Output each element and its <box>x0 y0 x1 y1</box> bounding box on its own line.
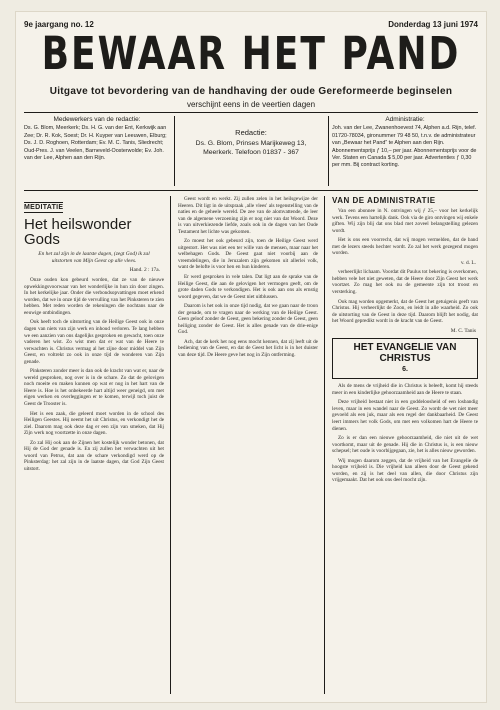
paragraph: Als de mens de vrijheid die in Christus is beleeft, komt hij steeds meer in een kinderlijke gehoorzaamheid aan de Heere te staan. <box>332 383 478 396</box>
paragraph: Zo moest het ook gebeurd zijn, toen de Heilige Geest werd uitgestort. Het was niet een ter wille van de mensen, maar naar het welbehagen Gods. De Geest gaat niet voorbij aan de vreemdelingen, die in Jeruzalem zijn gekomen uit allerlei volk, want de belofte is voor hen en hun kinderen. <box>178 238 318 271</box>
column-separator-1 <box>170 196 171 694</box>
evangelie-title: HET EVANGELIE VAN CHRISTUS <box>353 342 457 365</box>
redactie-address: Meerkerk. Telefoon 01837 - 367 <box>203 149 299 156</box>
paragraph: Het is ons een voorrecht, dat wij mogen vermelden, dat de band met de lezers steeds hechter wordt. Zo zal het werk gezegend mogen worden. <box>332 237 478 257</box>
column-meditatie <box>24 196 164 694</box>
paragraph: Pinksteren zonder meer is dan ook de kracht van wat er, naar de wereld gesproken, nog over is in de schare. Zo dat de gelovigen noch moeite en maken kunnen op wat er nog in het hart van de Heere is. Hoe is het onbekeerde hart altijd weer geneigd, om met eigen werken en overleggingen er te komen, terwijl toch juist de Geest de Trooster is. <box>24 368 164 407</box>
newspaper-page <box>16 12 486 702</box>
paragraph: Ook mag worden opgemerkt, dat de Geest het getuigenis geeft van Christus. Hij verheerlijkt de Zoon, en leidt in alle waarheid. Zo ook de uitstorting van de Geest in deze tijd. Daarom blijft het nodig, dat het Woord gepredikt wordt in de kracht van de Geest. <box>332 298 478 325</box>
medewerkers-text: Ds. G. Blom, Meerkerk; Ds. H. G. van der Ent, Kerkwijk aan Zee; Dr. R. Kok, Soest; Dr. H. Kuyper van Leeuwen, Elburg; Ds. J. D. Roghoen, Rotterdam; Ev. M. C. Tanis, Sliedrecht; Oud-Pres. J. van Veelen, Barneveld-Oosterwolde; Ev. Joh. van der Lee, Alphen aan den Rijn. <box>24 125 167 162</box>
paragraph: Van een abonnee in N. ontvingen wij ƒ 25,– voor het kerkelijk werk. Tevens een hartelijk dank. Ook via de giro ontvingen wij enkele giften. Wij zijn blij dat ons blad met zoveel belangstelling gelezen wordt. <box>332 208 478 234</box>
continued-body <box>178 196 318 359</box>
medewerkers-heading: Medewerkers van de redactie: <box>53 116 141 123</box>
issue-number: 9e jaargang no. 12 <box>24 19 94 29</box>
continued-text <box>332 269 478 324</box>
article-title: Het heilswonder Gods <box>24 216 132 248</box>
paragraph: Er werd gesproken in vele talen. Dat ligt aan de sprake van de Heilige Geest, die aan de gelovigen het vermogen geeft, om de grote daden Gods te verkondigen. Het is ook aan ons als ernstig woord gegeven, dat we de Geest niet uitblussen. <box>178 274 318 300</box>
evangelie-body <box>332 383 478 484</box>
medewerkers-box <box>24 116 170 186</box>
column-continued <box>178 196 318 694</box>
administratie-section-heading: VAN DE ADMINISTRATIE <box>332 196 436 205</box>
column-separator-2 <box>324 196 325 694</box>
paragraph: Wij mogen daarom zeggen, dat de vrijheid van het Evangelie de hoogste vrijheid is. Die vrijheid kan alleen door de Geest gekend worden, en zij is het deel van allen, die door Christus zijn vrijgemaakt. Dat het ook ons deel mocht zijn. <box>332 457 478 484</box>
bible-verse: En het zal zijn in de laatste dagen, (zegt God) ik zal uitstorten van Mijn Geest op alle vlees. <box>38 251 150 264</box>
column-administratie <box>332 196 478 694</box>
header-rule <box>24 112 478 113</box>
evangelie-number: 6. <box>402 366 408 374</box>
author-signature: M. C. Tanis <box>450 327 476 334</box>
frequency-line: verschijnt eens in de veertien dagen <box>186 100 316 109</box>
administratie-signature: v. d. L. <box>460 259 476 266</box>
section-label: MEDITATIE <box>24 204 64 211</box>
paragraph: Geest wordt en werkt. Zij zullen zelen in het heilsgewijze der Heeren. Dit ligt in de uitspraak ‚alle vlees' als tegenstelling van de naties en de geheele wereld. De zee van de alomvattende, de leer van de algemene verzoening zijn er nog niet van dat Woord. Deze is van uitverkiezende liefde, zoals ook in de dagen van het Oude Testament het lichte was gekomen. <box>178 196 318 235</box>
subtitle: Uitgave tot bevordering van de handhaving der oude Gereformeerde beginselen <box>49 86 453 97</box>
info-rule <box>24 190 478 191</box>
info-separator-1 <box>174 116 175 186</box>
administratie-notes <box>332 208 478 257</box>
issue-date: Donderdag 13 juni 1974 <box>388 19 478 29</box>
paragraph: Het is een zaak, die geleerd moet worden in de school des Heiligen Geestes. Hij neemt het uit Christus, en verkondigt het de ziel. Daarom mag ook deze dag er een zijn van smeken, dat Hij Zijn werk nog voortzette in onze dagen. <box>24 410 164 437</box>
paragraph: Ook heeft toch de uitstorting van de Heilige Geest ook in onze dagen van niets van zijn werk en inhoud verloren. Te lang hebben we een aanzien van ons dagelijks gesproken en gewacht, toen onze vaderen het wist. Zo wist men dat er wat van de Heere te verwachten is. Christus vermag al het zijne door middel van Zijn Geest, en voltrekt zo ook in onze tijd de wonderen van Zijn genade. <box>24 319 164 365</box>
paragraph: verheerlijkt lichaam. Voordat dit Paulus tot bekering is overkomen, hebben vele het niet geweten, dat de Heere door Zijn Geest het werk voortzet. Zo mag het ook nu de gemeente zijn tot troost en versterking. <box>332 269 478 296</box>
verse-reference: Hand. 2 : 17a. <box>129 266 160 273</box>
meditatie-body <box>24 277 164 472</box>
paragraph: Onze ouden kon gebeurd worden, dat ze van de nieuwe opwekkingsvoorwaar van het wonderlijke in hun zin door zingen. In het kerkelijke jaar. Onder die verbondsopvattingen moet erkend worden, dat we in onze tijd de vervulling van het Pinksteren te zien hebben. Met reden worden de rekeningen die nochtans naar de eeuwige ontbindingen. <box>24 277 164 316</box>
paragraph: Ach, dat de kerk het nog eens mocht kennen, dat zij leeft uit de bediening van de Geest, en dat de Geest het licht is in het duister van deze tijd. De Heere geve het nog in Zijn ontferming. <box>178 338 318 359</box>
redactie-heading: Redactie: <box>235 128 267 137</box>
administratie-text: Joh. van der Lee, Zwanenhoevest 74, Alphen a.d. Rijn, telef. 01720-78034, gironummer 79 48 50, t.n.v. de administrateur van „Bewaar het Pand” te Alphen aan den Rijn. Abonnementsprijs ƒ 10,– per jaar. Abonnementsprijs voor de Ver. Staten en Canada $ 5,00 per jaar. Advertenties ƒ 0,30 per mm. Bij contract korting. <box>332 125 477 169</box>
administratie-box <box>332 116 478 186</box>
paragraph: Zo is er dan een nieuwe gehoorzaamheid, die niet uit de wet voortkomt, maar uit de genade. Hij die in Christus is, is een nieuw schepsel; het oude is voorbijgegaan, zie, het is alles nieuw geworden. <box>332 435 478 455</box>
paragraph: Zo zal Hij ook aan de Zijnen het kostelijk wonder betonen, dat Hij de God der genade is. En zij zullen het verwachten uit het woord van Petrus, dat aan de schare verkondigd werd op de Pinksterdag: het zal zijn in de laatste dagen, dat God Zijn Geest uitstort. <box>24 439 164 472</box>
paragraph: Daarom is het ook in onze tijd nodig, dat we gaan naar de troon der genade, om te vragen naar de werking van de Heilige Geest. Geen geloof zonder de Geest, geen bekering zonder de Geest, geen heiliging zonder de Geest. Het is alles genade van de drie-enige God. <box>178 303 318 336</box>
redactie-name: Ds. G. Blom, Prinses Marijkeweg 13, <box>195 140 307 147</box>
evangelie-heading-box <box>332 338 478 379</box>
administratie-heading: Administratie: <box>385 116 425 123</box>
masthead: BEWAAR HET PAND <box>41 28 461 80</box>
info-separator-2 <box>328 116 329 186</box>
paragraph: Deze vrijheid bestaat niet in een goddeloosheid of een losbandig leven, maar in een wandel naar de Geest. Zo wordt de wet niet meer gevoeld als een juk, maar als een regel der dankbaarheid. De Geest leert immers het volk Gods, om met een volkomen hart de Heere te dienen. <box>332 399 478 432</box>
redactie-box <box>178 128 324 198</box>
